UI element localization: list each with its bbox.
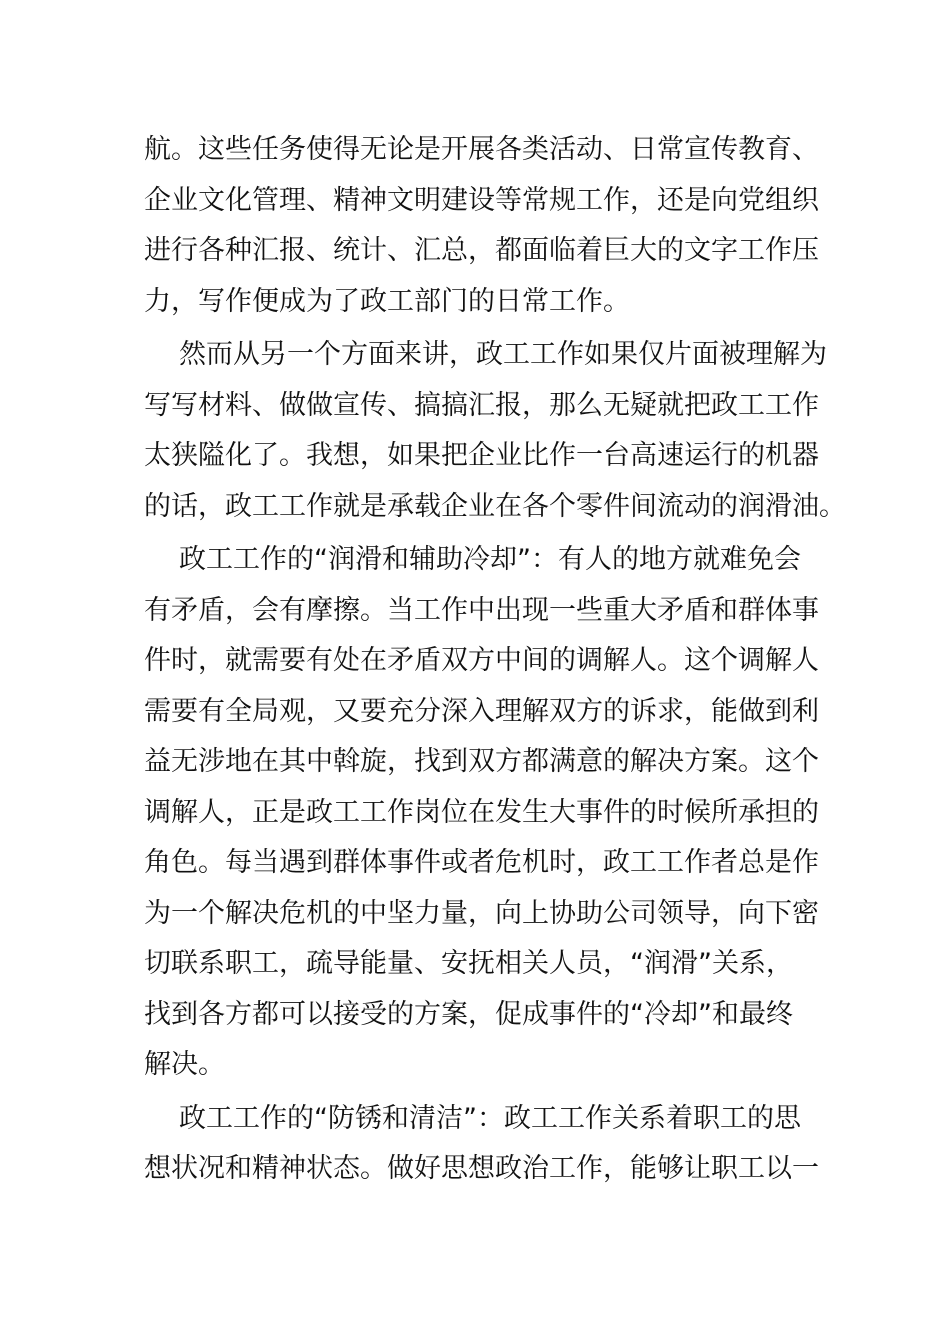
text-line: 写写材料、做做宣传、搞搞汇报，那么无疑就把政工工作 xyxy=(144,389,819,421)
text-line: 想状况和精神状态。做好思想政治工作，能够让职工以一 xyxy=(144,1153,819,1184)
text-line: 需要有全局观，又要充分深入理解双方的诉求，能做到利 xyxy=(144,695,819,727)
body-text xyxy=(144,125,846,1198)
text-line: 为一个解决危机的中坚力量，向上协助公司领导，向下密 xyxy=(144,897,819,929)
text-line: 企业文化管理、精神文明建设等常规工作，还是向党组织 xyxy=(144,184,819,216)
text-line: 切联系职工，疏导能量、安抚相关人员，“润滑”关系， xyxy=(144,948,793,979)
text-line: 力，写作便成为了政工部门的日常工作。 xyxy=(144,285,630,317)
paragraph-4 xyxy=(144,1094,819,1195)
text-line: 太狭隘化了。我想，如果把企业比作一台高速运行的机器 xyxy=(144,440,819,471)
paragraph-3 xyxy=(144,535,819,1091)
text-line: 解决。 xyxy=(144,1049,225,1080)
paragraph-1 xyxy=(144,125,819,327)
text-line: 调解人，正是政工工作岗位在发生大事件的时候所承担的 xyxy=(144,796,819,828)
text-line: 进行各种汇报、统计、汇总，都面临着巨大的文字工作压 xyxy=(144,235,819,266)
text-line: 航。这些任务使得无论是开展各类活动、日常宣传教育、 xyxy=(144,134,819,165)
text-line: 益无涉地在其中斡旋，找到双方都满意的解决方案。这个 xyxy=(144,746,819,777)
paragraph-2 xyxy=(144,330,846,532)
text-line: 有矛盾，会有摩擦。当工作中出现一些重大矛盾和群体事 xyxy=(144,594,819,626)
text-line: 政工工作的“防锈和清洁”：政工工作关系着职工的思 xyxy=(179,1102,801,1134)
text-line: 的话，政工工作就是承载企业在各个零件间流动的润滑油。 xyxy=(144,490,846,522)
text-line: 然而从另一个方面来讲，政工工作如果仅片面被理解为 xyxy=(179,339,827,370)
text-line: 角色。每当遇到群体事件或者危机时，政工工作者总是作 xyxy=(144,847,819,878)
text-line: 找到各方都可以接受的方案，促成事件的“冷却”和最终 xyxy=(144,998,793,1030)
text-line: 件时，就需要有处在矛盾双方中间的调解人。这个调解人 xyxy=(144,645,819,676)
text-line: 政工工作的“润滑和辅助冷却”：有人的地方就难免会 xyxy=(179,544,801,575)
